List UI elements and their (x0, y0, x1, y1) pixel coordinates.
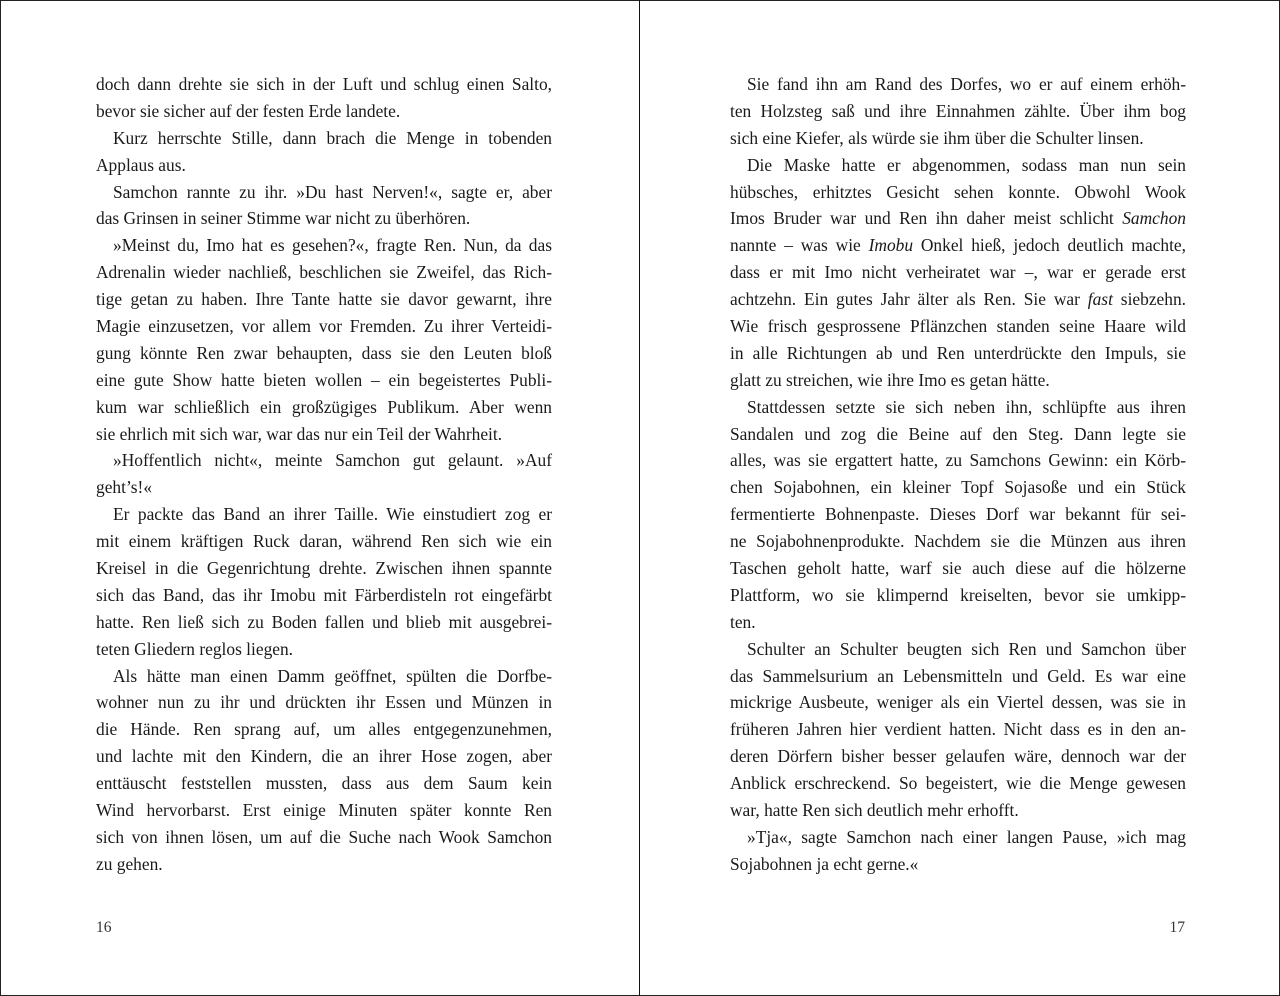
text-line: bevor sie sicher auf der festen Erde landete. (96, 100, 401, 121)
page-number-right: 17 (1169, 919, 1185, 936)
text-line: teten Gliedern reglos liegen. (96, 638, 294, 659)
text-line: hatte. Ren ließ sich zu Boden fallen und blieb mit ausgebrei- (96, 611, 552, 632)
text-line: nannte – was wie Imobu Onkel hieß, jedoch deutlich machte, (730, 235, 1186, 256)
text-line: geht’s!« (96, 477, 153, 498)
page-number-left: 16 (96, 919, 112, 936)
text-line: zu gehen. (96, 853, 163, 874)
text-line: enttäuscht feststellen mussten, dass aus dem Saum kein (96, 773, 552, 794)
text-line: eine gute Show hatte bieten wollen – ein begeistertes Publi- (96, 369, 552, 390)
text-line: sich eine Kiefer, als würde sie ihm über die Schulter linsen. (730, 127, 1144, 148)
text-line: Adrenalin wieder nachließ, beschlichen sie Zweifel, das Rich- (96, 262, 552, 283)
text-line: mickrige Ausbeute, weniger als ein Viertel dessen, was sie in (730, 692, 1186, 713)
text-line: Als hätte man einen Damm geöffnet, spülten die Dorfbe- (113, 665, 552, 686)
text-line: gung könnte Ren zwar behaupten, dass sie den Leuten bloß (96, 342, 552, 363)
text-line: das Sammelsurium an Lebensmitteln und Geld. Es war eine (730, 665, 1186, 686)
text-line: ten Holzsteg saß und ihre Einnahmen zählte. Über ihm bog (730, 100, 1186, 121)
text-line: »Hoffentlich nicht«, meinte Samchon gut gelaunt. »Auf (113, 450, 552, 471)
text-line: kum war schließlich ein großzügiges Publikum. Aber wenn (96, 396, 552, 417)
text-line: chen Sojabohnen, ein kleiner Topf Sojasoße und ein Stück (730, 477, 1186, 498)
text-line: Applaus aus. (96, 154, 186, 175)
text-line: Wie frisch gesprossene Pflänzchen standen seine Haare wild (730, 316, 1186, 337)
text-line: Imos Bruder war und Ren ihn daher meist schlicht Samchon (730, 208, 1186, 229)
text-line: Samchon rannte zu ihr. »Du hast Nerven!«, sagte er, aber (113, 181, 552, 202)
text-line: »Meinst du, Imo hat es gesehen?«, fragte Ren. Nun, da das (113, 235, 552, 256)
text-line: die Hände. Ren sprang auf, um alles entgegenzunehmen, (96, 719, 552, 740)
left-page (0, 0, 639, 996)
text-line: dass er mit Imo nicht verheiratet war –, war er gerade erst (730, 262, 1186, 283)
text-line: Anblick erschreckend. So begeistert, wie die Menge gewesen (730, 773, 1186, 794)
text-line: Sie fand ihn am Rand des Dorfes, wo er auf einem erhöh- (747, 74, 1186, 94)
text-line: und lachte mit den Kindern, die an ihrer Hose zogen, aber (96, 746, 552, 767)
text-line: Kreisel in die Gegenrichtung drehte. Zwischen ihnen spannte (96, 558, 552, 579)
text-line: ne Sojabohnenprodukte. Nachdem sie die Münzen aus ihren (730, 531, 1186, 552)
text-line: Plattform, wo sie klimpernd kreiselten, bevor sie umkipp- (730, 584, 1186, 605)
text-line: in alle Richtungen ab und Ren unterdrückte den Impuls, sie (730, 342, 1186, 363)
text-line: früheren Jahren hier verdient hatten. Nicht dass es in den an- (730, 719, 1186, 740)
text-line: sich das Band, das ihr Imobu mit Färberdisteln rot eingefärbt (96, 584, 552, 605)
right-page-text (730, 71, 1186, 878)
text-line: Sandalen und zog die Beine auf den Steg. Dann legte sie (730, 423, 1186, 444)
right-page (640, 0, 1280, 996)
text-line: achtzehn. Ein gutes Jahr älter als Ren. Sie war fast siebzehn. (730, 289, 1186, 310)
text-line: deren Dörfern bisher besser gelaufen wäre, dennoch war der (730, 746, 1186, 767)
text-line: Taschen geholt hatte, warf sie auch diese auf die hölzerne (730, 558, 1186, 579)
text-line: Stattdessen setzte sie sich neben ihn, schlüpfte aus ihren (747, 396, 1186, 417)
text-line: glatt zu streichen, wie ihre Imo es getan hätte. (730, 369, 1050, 390)
text-line: ten. (730, 611, 756, 632)
text-line: »Tja«, sagte Samchon nach einer langen Pause, »ich mag (747, 826, 1186, 847)
text-line: sie ehrlich mit sich war, war das nur ein Teil der Wahrheit. (96, 423, 503, 444)
text-line: Wind hervorbarst. Erst einige Minuten später konnte Ren (96, 800, 552, 821)
text-line: mit einem kräftigen Ruck daran, während Ren sich wie ein (96, 531, 552, 552)
text-line: das Grinsen in seiner Stimme war nicht zu überhören. (96, 208, 471, 229)
text-line: Sojabohnen ja echt gerne.« (730, 853, 919, 874)
text-line: Er packte das Band an ihrer Taille. Wie einstudiert zog er (113, 504, 552, 525)
text-line: Die Maske hatte er abgenommen, sodass man nun sein (747, 154, 1186, 175)
text-line: alles, was sie ergattert hatte, zu Samchons Gewinn: ein Körb- (730, 450, 1186, 471)
left-page-text (96, 71, 552, 878)
text-line: tige getan zu haben. Ihre Tante hatte sie davor gewarnt, ihre (96, 289, 552, 310)
text-line: fermentierte Bohnenpaste. Dieses Dorf war bekannt für sei- (730, 504, 1186, 525)
text-line: hübsches, erhitztes Gesicht sehen konnte. Obwohl Wook (730, 181, 1186, 202)
text-line: sich von ihnen lösen, um auf die Suche nach Wook Samchon (96, 826, 552, 847)
text-line: war, hatte Ren sich deutlich mehr erhofft. (730, 800, 1019, 821)
text-line: Kurz herrschte Stille, dann brach die Menge in tobenden (113, 127, 552, 148)
text-line: Schulter an Schulter beugten sich Ren und Samchon über (747, 638, 1186, 659)
text-line: Magie einzusetzen, vor allem vor Fremden. Zu ihrer Verteidi- (96, 316, 552, 337)
text-line: wohner nun zu ihr und drückten ihr Essen und Münzen in (96, 692, 552, 713)
text-line: doch dann drehte sie sich in der Luft und schlug einen Salto, (96, 74, 552, 94)
